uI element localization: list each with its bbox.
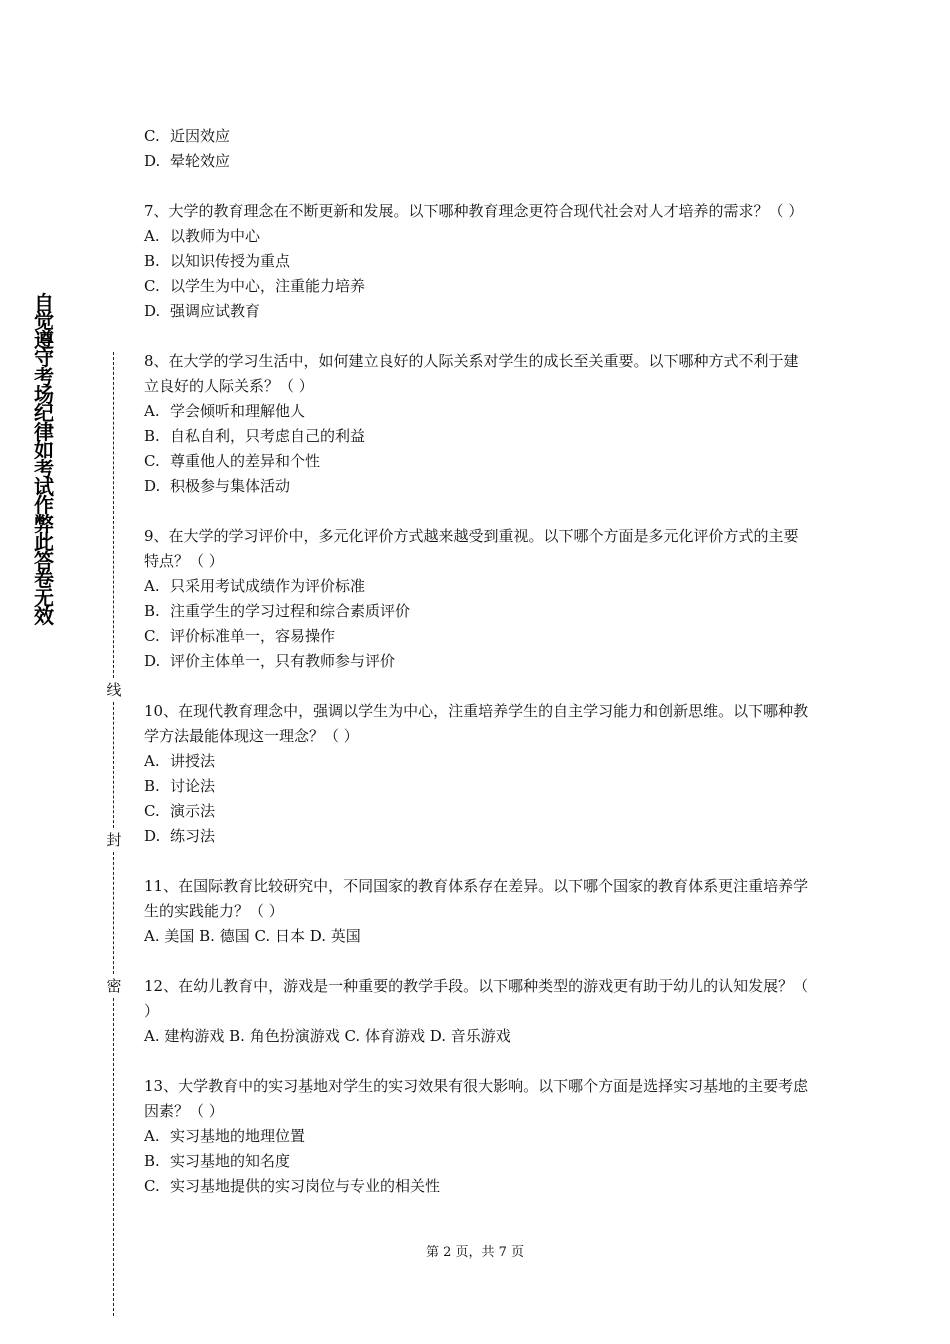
option-b: B. 以知识传授为重点 <box>144 252 291 270</box>
option-a: A. 以教师为中心 <box>144 227 261 245</box>
question-stem: 10、在现代教育理念中，强调以学生为中心，注重培养学生的自主学习能力和创新思维。以下哪种教学方法最能体现这一理念？（ ） <box>144 702 809 745</box>
question-stem: 13、大学教育中的实习基地对学生的实习效果有很大影响。以下哪个方面是选择实习基地的主要考虑因素？（ ） <box>144 1077 809 1120</box>
binding-dashed-line <box>113 852 114 974</box>
option-d: D. 晕轮效应 <box>144 152 231 170</box>
binding-dashed-line <box>113 998 114 1316</box>
question-stem: 7、大学的教育理念在不断更新和发展。以下哪种教育理念更符合现代社会对人才培养的需求？（ ） <box>144 202 804 220</box>
option-a: A. 学会倾听和理解他人 <box>144 402 306 420</box>
warning-char: 考 <box>34 364 54 389</box>
warning-char: 遵 <box>34 327 54 352</box>
option-c: C. 评价标准单一，容易操作 <box>144 627 336 645</box>
option-b: B. 自私自利，只考虑自己的利益 <box>144 427 366 445</box>
option-b: B. 讨论法 <box>144 777 216 795</box>
binding-dashed-line <box>113 352 114 678</box>
option-c: C. 以学生为中心，注重能力培养 <box>144 277 366 295</box>
exam-warning-vertical <box>28 291 60 628</box>
option-c: C. 尊重他人的差异和个性 <box>144 452 321 470</box>
question-stem: 8、在大学的学习生活中，如何建立良好的人际关系对学生的成长至关重要。以下哪种方式不利于建立良好的人际关系？（ ） <box>144 352 799 395</box>
warning-char: 无 <box>34 585 54 610</box>
option-b: B. 实习基地的知名度 <box>144 1152 291 1170</box>
options-inline: A. 美国 B. 德国 C. 日本 D. 英国 <box>144 927 361 945</box>
binding-dashed-line <box>113 702 114 828</box>
warning-char: 卷 <box>34 567 54 592</box>
option-d: D. 评价主体单一，只有教师参与评价 <box>144 652 396 670</box>
question-stem: 11、在国际教育比较研究中，不同国家的教育体系存在差异。以下哪个国家的教育体系更注重培养学生的实践能力？（ ） <box>144 877 809 920</box>
warning-char: 效 <box>34 603 54 628</box>
question-stem: 9、在大学的学习评价中，多元化评价方式越来越受到重视。以下哪个方面是多元化评价方式的主要特点？（ ） <box>144 527 799 570</box>
warning-char: 此 <box>34 530 54 555</box>
question-10 <box>144 699 810 849</box>
binding-label-line: 线 <box>104 680 124 700</box>
question-7 <box>144 199 810 324</box>
question-11 <box>144 874 810 949</box>
warning-char: 作 <box>34 493 54 518</box>
warning-char: 考 <box>34 456 54 481</box>
exam-content <box>144 124 810 1199</box>
option-d: D. 强调应试教育 <box>144 302 261 320</box>
question-stem: 12、在幼儿教育中，游戏是一种重要的教学手段。以下哪种类型的游戏更有助于幼儿的认知发展？（ ） <box>144 977 809 1020</box>
warning-char: 自 <box>34 291 54 315</box>
option-a: A. 实习基地的地理位置 <box>144 1127 306 1145</box>
warning-char: 场 <box>34 383 54 408</box>
page-number-footer: 第 2 页，共 7 页 <box>425 1245 525 1260</box>
question-13 <box>144 1074 810 1199</box>
option-b: B. 注重学生的学习过程和综合素质评价 <box>144 602 411 620</box>
question-9 <box>144 524 810 674</box>
warning-char: 律 <box>34 419 54 444</box>
option-c: C. 演示法 <box>144 802 216 820</box>
question-8 <box>144 349 810 499</box>
warning-char: 守 <box>34 346 54 371</box>
warning-char: 弊 <box>34 511 54 536</box>
warning-char: 纪 <box>34 401 54 426</box>
option-a: A. 只采用考试成绩作为评价标准 <box>144 577 366 595</box>
option-d: D. 练习法 <box>144 827 216 845</box>
warning-char: 答 <box>34 548 54 573</box>
continued-options <box>144 124 810 174</box>
option-c: C. 实习基地提供的实习岗位与专业的相关性 <box>144 1177 441 1195</box>
option-a: A. 讲授法 <box>144 752 216 770</box>
warning-char: 如 <box>34 438 54 463</box>
options-inline: A. 建构游戏 B. 角色扮演游戏 C. 体育游戏 D. 音乐游戏 <box>144 1027 511 1045</box>
option-d: D. 积极参与集体活动 <box>144 477 291 495</box>
option-c: C. 近因效应 <box>144 127 231 145</box>
binding-label-secret: 密 <box>104 976 124 996</box>
binding-label-seal: 封 <box>104 830 124 850</box>
question-12 <box>144 974 810 1049</box>
warning-char: 觉 <box>34 309 54 334</box>
warning-char: 试 <box>34 475 54 500</box>
